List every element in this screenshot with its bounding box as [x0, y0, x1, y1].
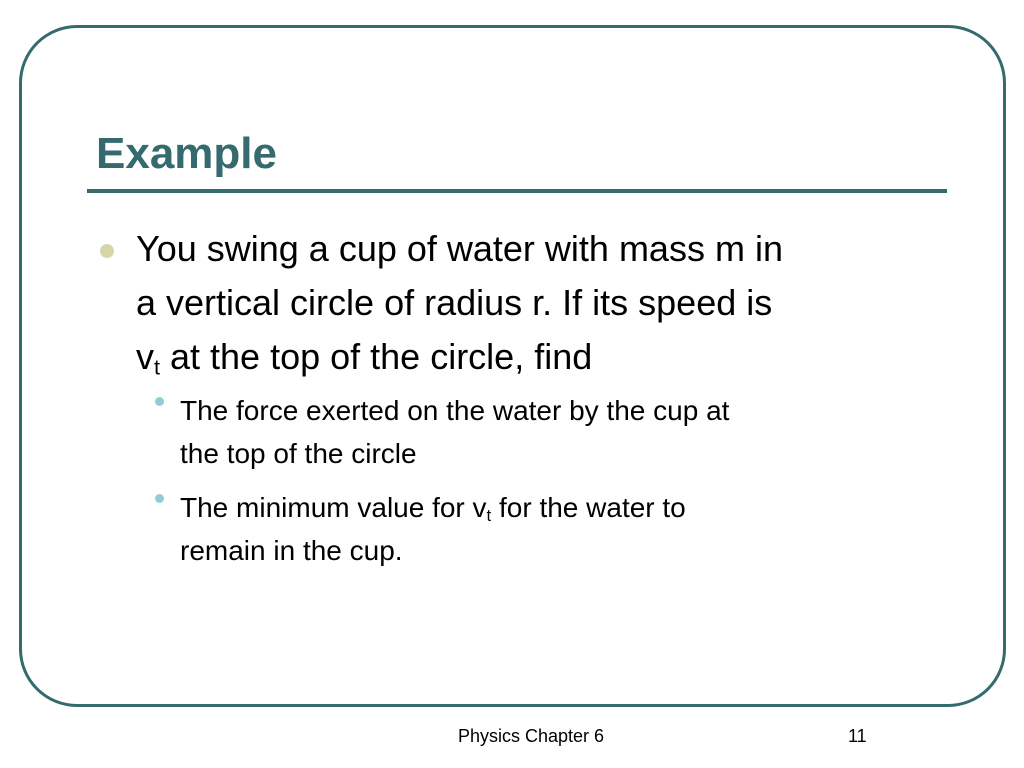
- main-bullet-line-1: You swing a cup of water with mass m in: [136, 228, 783, 269]
- footer-text: Physics Chapter 6: [458, 726, 605, 746]
- sub-bullet-minimum-pre: The minimum value for v: [180, 492, 487, 523]
- slide-number: 11: [848, 726, 867, 746]
- main-bullet-variable: v: [136, 336, 154, 377]
- main-bullet-line-2: a vertical circle of radius r. If its speed is: [136, 282, 773, 323]
- sub-bullet-minimum-subscript: t: [486, 506, 492, 526]
- sub-bullet-dot-icon: [155, 397, 164, 406]
- sub-bullet-force-line-1: The force exerted on the water by the cup at: [180, 395, 730, 426]
- main-bullet-line-3: at the top of the circle, find: [160, 336, 593, 377]
- sub-bullet-minimum: [180, 486, 920, 572]
- sub-bullet-minimum-post: for the water to: [491, 492, 686, 523]
- sub-bullet-force-line-2: the top of the circle: [180, 438, 417, 469]
- sub-bullet-force: [180, 389, 920, 475]
- bullet-dot-icon: [100, 244, 114, 258]
- main-bullet-subscript: t: [154, 354, 160, 380]
- title-underline: [87, 189, 947, 193]
- slide-title: Example: [96, 129, 277, 178]
- sub-bullet-minimum-line-2: remain in the cup.: [180, 535, 403, 566]
- sub-bullet-dot-icon: [155, 494, 164, 503]
- main-bullet-text: [136, 222, 936, 384]
